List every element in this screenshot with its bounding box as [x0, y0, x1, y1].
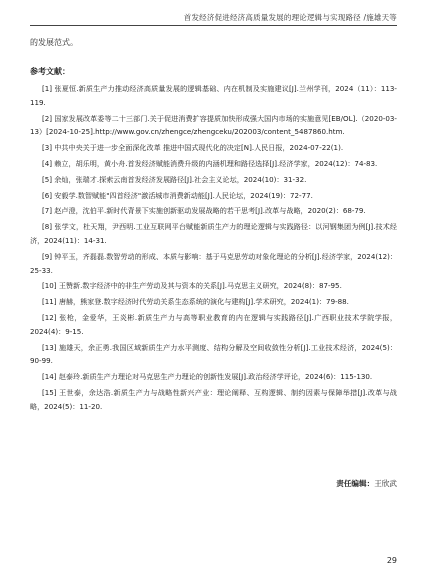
- reference-item: [10] 王赞新.数字经济中的非生产劳动及其与资本的关系[J].马克思主义研究，2024(8)：87-95.: [42, 281, 342, 291]
- reference-item: [8] 张学文，杜天翔，尹西明.工业互联网平台赋能新质生产力的理论逻辑与实践路径：以河钢集团为例[J].技术经济，2024(11)：14-31.: [30, 222, 397, 245]
- reference-item: [11] 唐赫，熊家登.数字经济时代劳动关系生态系统的演化与建构[J].学术研究，2024(1)：79-88.: [42, 297, 349, 307]
- references-title: 参考文献：: [30, 67, 70, 76]
- editor-name: 王欣武: [374, 479, 397, 488]
- reference-item: [1] 张夏恒.新质生产力推动经济高质量发展的逻辑基础、内在机制及实施建议[J].兰州学刊，2024（11）：113-119.: [30, 84, 397, 107]
- lead-text: 的发展范式。: [30, 38, 78, 47]
- page-number: 29: [386, 556, 397, 565]
- reference-item: [6] 安毅学.数智赋能"四首经济"激活城市消费新动能[J].人民论坛，2024(19)：72-77.: [42, 190, 313, 200]
- reference-item: [15] 王世泰，余达浩.新质生产力与战略性新兴产业：理论阐释、互构逻辑、制约因素与保障举措[J].改革与战略，2024(5)：11-20.: [30, 387, 397, 411]
- reference-item: [3] 中共中央关于进一步全面深化改革 推进中国式现代化的决定[N].人民日报，2024-07-22(1).: [42, 143, 344, 153]
- reference-item: [9] 钟平玉，齐磊磊.数智劳动的形成、本质与影响：基于马克思劳动对象化理论的分析[J].经济学家，2024(12)：25-33.: [30, 251, 397, 275]
- reference-item: [14] 赵泰玲.新质生产力理论对马克思生产力理论的创新性发展[J].政治经济学评论，2024(6)：115-130.: [42, 372, 373, 382]
- reference-item: [4] 赖立，胡乐明，黄小舟.首发经济赋能消费升级的内涵机理和路径选择[J].经济学家，2024(12)：74-83.: [42, 158, 378, 168]
- reference-list: [30, 82, 397, 414]
- running-header: 首发经济促进经济高质量发展的理论逻辑与实现路径 /施雄天等: [183, 13, 397, 22]
- reference-item: [7] 赵卢澄，沈伯平.新时代背景下实施创新驱动发展战略的若干思考[J].改革与战略，2020(2)：68-79.: [42, 206, 366, 216]
- editor-label: 责任编辑：: [336, 479, 375, 488]
- reference-item: [12] 张枪，金爱华，王炎彬.新质生产力与高等职业教育的内在逻辑与实践路径[J].广西职业技术学院学报，2024(4)：9-15.: [30, 312, 397, 336]
- reference-item: [5] 余灿，张瑞才.探索云南首发经济发展路径[J].社会主义论坛，2024(10)：31-32.: [42, 174, 307, 184]
- page-body: [30, 36, 397, 416]
- reference-item: [13] 施雄天，余正勇.我国区域新质生产力水平测度、结构分解及空间收敛性分析[J].工业技术经济，2024(5)：90-99.: [30, 342, 397, 366]
- reference-item: [2] 国家发展改革委等二十三部门.关于促进消费扩容提质加快形成强大国内市场的实施意见[EB/OL].（2020-03-13）[2024-10-25].http://www.gov.cn/zhengce/zhengceku/202003/content_5487860.htm.: [30, 113, 397, 137]
- header-rule: [30, 25, 397, 26]
- responsible-editor: [336, 478, 397, 489]
